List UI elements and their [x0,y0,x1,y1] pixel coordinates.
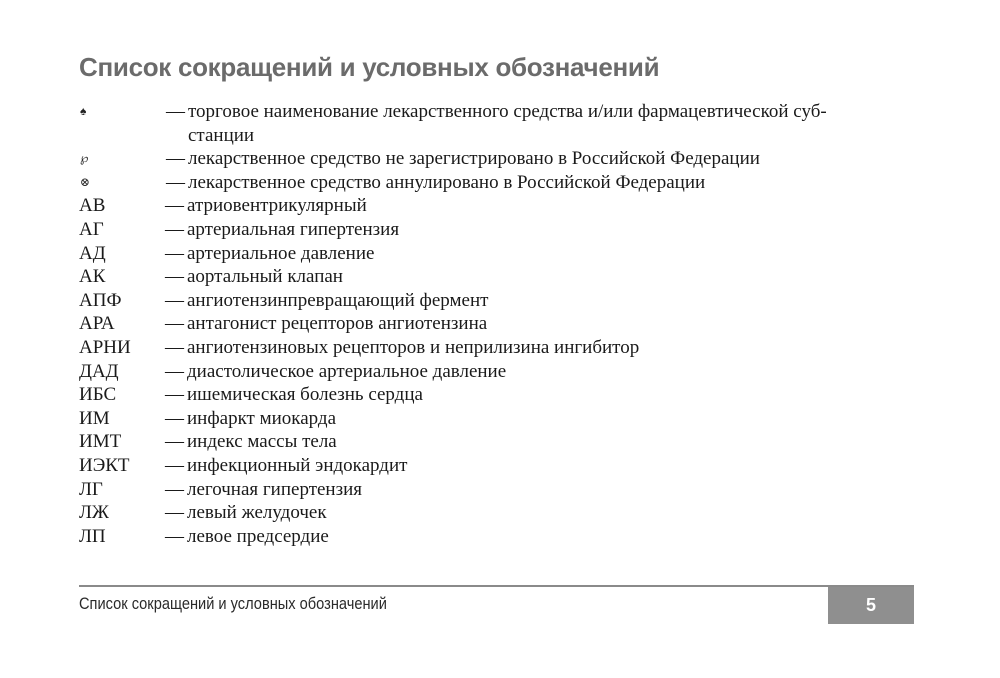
list-item [79,430,919,454]
definition: левое предсердие [187,525,329,547]
page-number: 5 [865,595,876,615]
dash: — [165,454,184,476]
definition: левый желудочек [187,502,327,524]
page-number-box [828,587,914,624]
abbreviation: АРА [79,313,115,335]
definition: ишемическая болезнь сердца [187,384,423,406]
dash: — [165,336,184,358]
dash: — [165,431,184,453]
abbreviation: ИБС [79,384,117,406]
list-item [79,336,919,360]
dash: — [165,525,184,547]
abbreviation: ИМ [79,407,110,429]
abbreviation: АВ [79,195,106,217]
list-item [79,312,919,336]
definition: легочная гипертензия [187,478,363,500]
dash: — [165,407,184,429]
abbreviation: АД [79,242,106,264]
annulled-icon: ⊗ [80,174,91,189]
dash: — [165,502,184,524]
definition: антагонист рецепторов ангиотензина [187,313,488,335]
list-item [79,407,919,431]
definition: лекарственное средство аннулировано в Российской Федерации [188,171,706,193]
footer-divider [79,585,914,587]
abbreviation: АК [79,266,106,288]
list-item [79,100,919,147]
dash: — [165,195,184,217]
dash: — [165,218,184,240]
definition-continuation: станции [188,124,255,146]
dash: — [165,313,184,335]
dash: — [165,289,184,311]
dash: — [165,242,184,264]
dash: — [165,478,184,500]
not-registered-icon: ℘ [80,151,89,166]
definition: инфаркт миокарда [187,407,337,429]
list-item [79,501,919,525]
definition: артериальное давление [187,242,375,264]
list-item [79,194,919,218]
definition: диастолическое артериальное давление [187,360,507,382]
dash: — [165,384,184,406]
abbreviation: ЛГ [79,478,103,500]
abbreviation: ИЭКТ [79,454,130,476]
definition: аортальный клапан [187,266,343,288]
spade-icon: ♠ [80,104,87,118]
list-item [79,147,919,171]
dash: — [165,360,184,382]
abbreviation: АПФ [79,289,122,311]
list-item [79,454,919,478]
list-item [79,383,919,407]
list-item [79,218,919,242]
abbreviation-list [79,100,919,548]
list-item [79,289,919,313]
definition [188,100,919,147]
definition: артериальная гипертензия [187,218,400,240]
definition: ангиотензиновых рецепторов и неприлизина ингибитор [187,336,640,358]
abbreviation: АРНИ [79,336,131,358]
definition: лекарственное средство не зарегистрировано в Российской Федерации [188,148,760,170]
abbreviation: ЛЖ [79,502,109,524]
page-title: Список сокращений и условных обозначений [79,52,660,82]
list-item [79,525,919,549]
list-item [79,171,919,195]
definition: индекс массы тела [187,431,337,453]
running-footer-title: Список сокращений и условных обозначений [79,594,387,613]
list-item [79,265,919,289]
abbreviation: ИМТ [79,431,122,453]
definition-text: торговое наименование лекарственного средства и/или фармацевтической суб- [188,101,827,122]
dash: — [166,148,185,170]
definition: атриовентрикулярный [187,195,367,217]
dash: — [166,171,185,193]
definition: инфекционный эндокардит [187,454,408,476]
dash: — [165,266,184,288]
list-item [79,360,919,384]
list-item [79,242,919,266]
definition: ангиотензинпревращающий фермент [187,289,489,311]
abbreviation: АГ [79,218,104,240]
list-item [79,478,919,502]
abbreviation: ДАД [79,360,119,382]
dash: — [166,101,185,122]
abbreviation: ЛП [79,525,106,547]
